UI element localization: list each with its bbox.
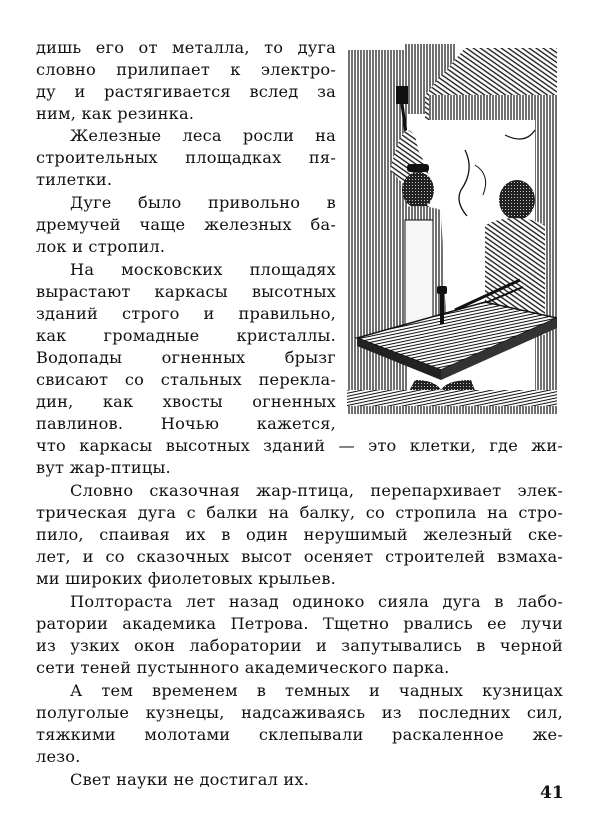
text-line: Полтораста лет назад одиноко сияла дуга в лабо- — [70, 592, 563, 611]
text-line: что каркасы высотных зданий — это клетки, где жи- — [36, 436, 563, 455]
text-line: А тем временем в темных и чадных кузницах — [70, 681, 563, 700]
text-line: ду и растягивается вслед за — [36, 82, 336, 101]
text-line: тяжкими молотами склепывали раскаленное же- — [36, 725, 563, 744]
text-line: Железные леса росли на — [70, 126, 336, 145]
text-line: ним, как резинка. — [36, 104, 195, 123]
text-line: вырастают каркасы высотных — [36, 282, 336, 301]
text-line: строительных площадках пя- — [36, 148, 336, 167]
text-line: лезо. — [36, 747, 81, 766]
text-line: дремучей чаще железных ба- — [36, 215, 336, 234]
text-line: свисают со стальных перекла- — [36, 370, 336, 389]
text-line: лок и стропил. — [36, 237, 166, 256]
text-line: сети теней пустынного академического парка. — [36, 658, 450, 677]
text-line: тилетки. — [36, 170, 113, 189]
text-line: как громадные кристаллы. — [36, 326, 336, 345]
text-line: пило, спаивая их в один нерушимый железный ске- — [36, 525, 563, 544]
text-line: Водопады огненных брызг — [36, 348, 336, 367]
text-line: Свет науки не достигал их. — [70, 770, 310, 789]
text-line: вут жар-птицы. — [36, 458, 171, 477]
blacksmiths-illustration — [345, 40, 557, 416]
text-line: лет, и со сказочных высот осеняет строителей взмаха- — [36, 547, 563, 566]
text-line: Дуге было привольно в — [70, 193, 336, 212]
text-line: из узких окон лаборатории и запутывались в черной — [36, 636, 563, 655]
text-line: зданий строго и правильно, — [36, 304, 336, 323]
text-line: трическая дуга с балки на балку, со стропила на стро- — [36, 503, 563, 522]
text-line: На московских площадях — [70, 260, 336, 279]
text-line: дин, как хвосты огненных — [36, 392, 336, 411]
text-line: ратории академика Петрова. Тщетно рвались ее лучи — [36, 614, 563, 633]
text-line: полуголые кузнецы, надсаживаясь из последних сил, — [36, 703, 563, 722]
text-line: словно прилипает к электро- — [36, 60, 336, 79]
text-line: павлинов. Ночью кажется, — [36, 414, 336, 433]
text-line: Словно сказочная жар-птица, перепархивает элек- — [70, 481, 563, 500]
text-line: дишь его от металла, то дуга — [36, 38, 336, 57]
page-number: 41 — [540, 783, 564, 803]
text-line: ми широких фиолетовых крыльев. — [36, 569, 336, 588]
